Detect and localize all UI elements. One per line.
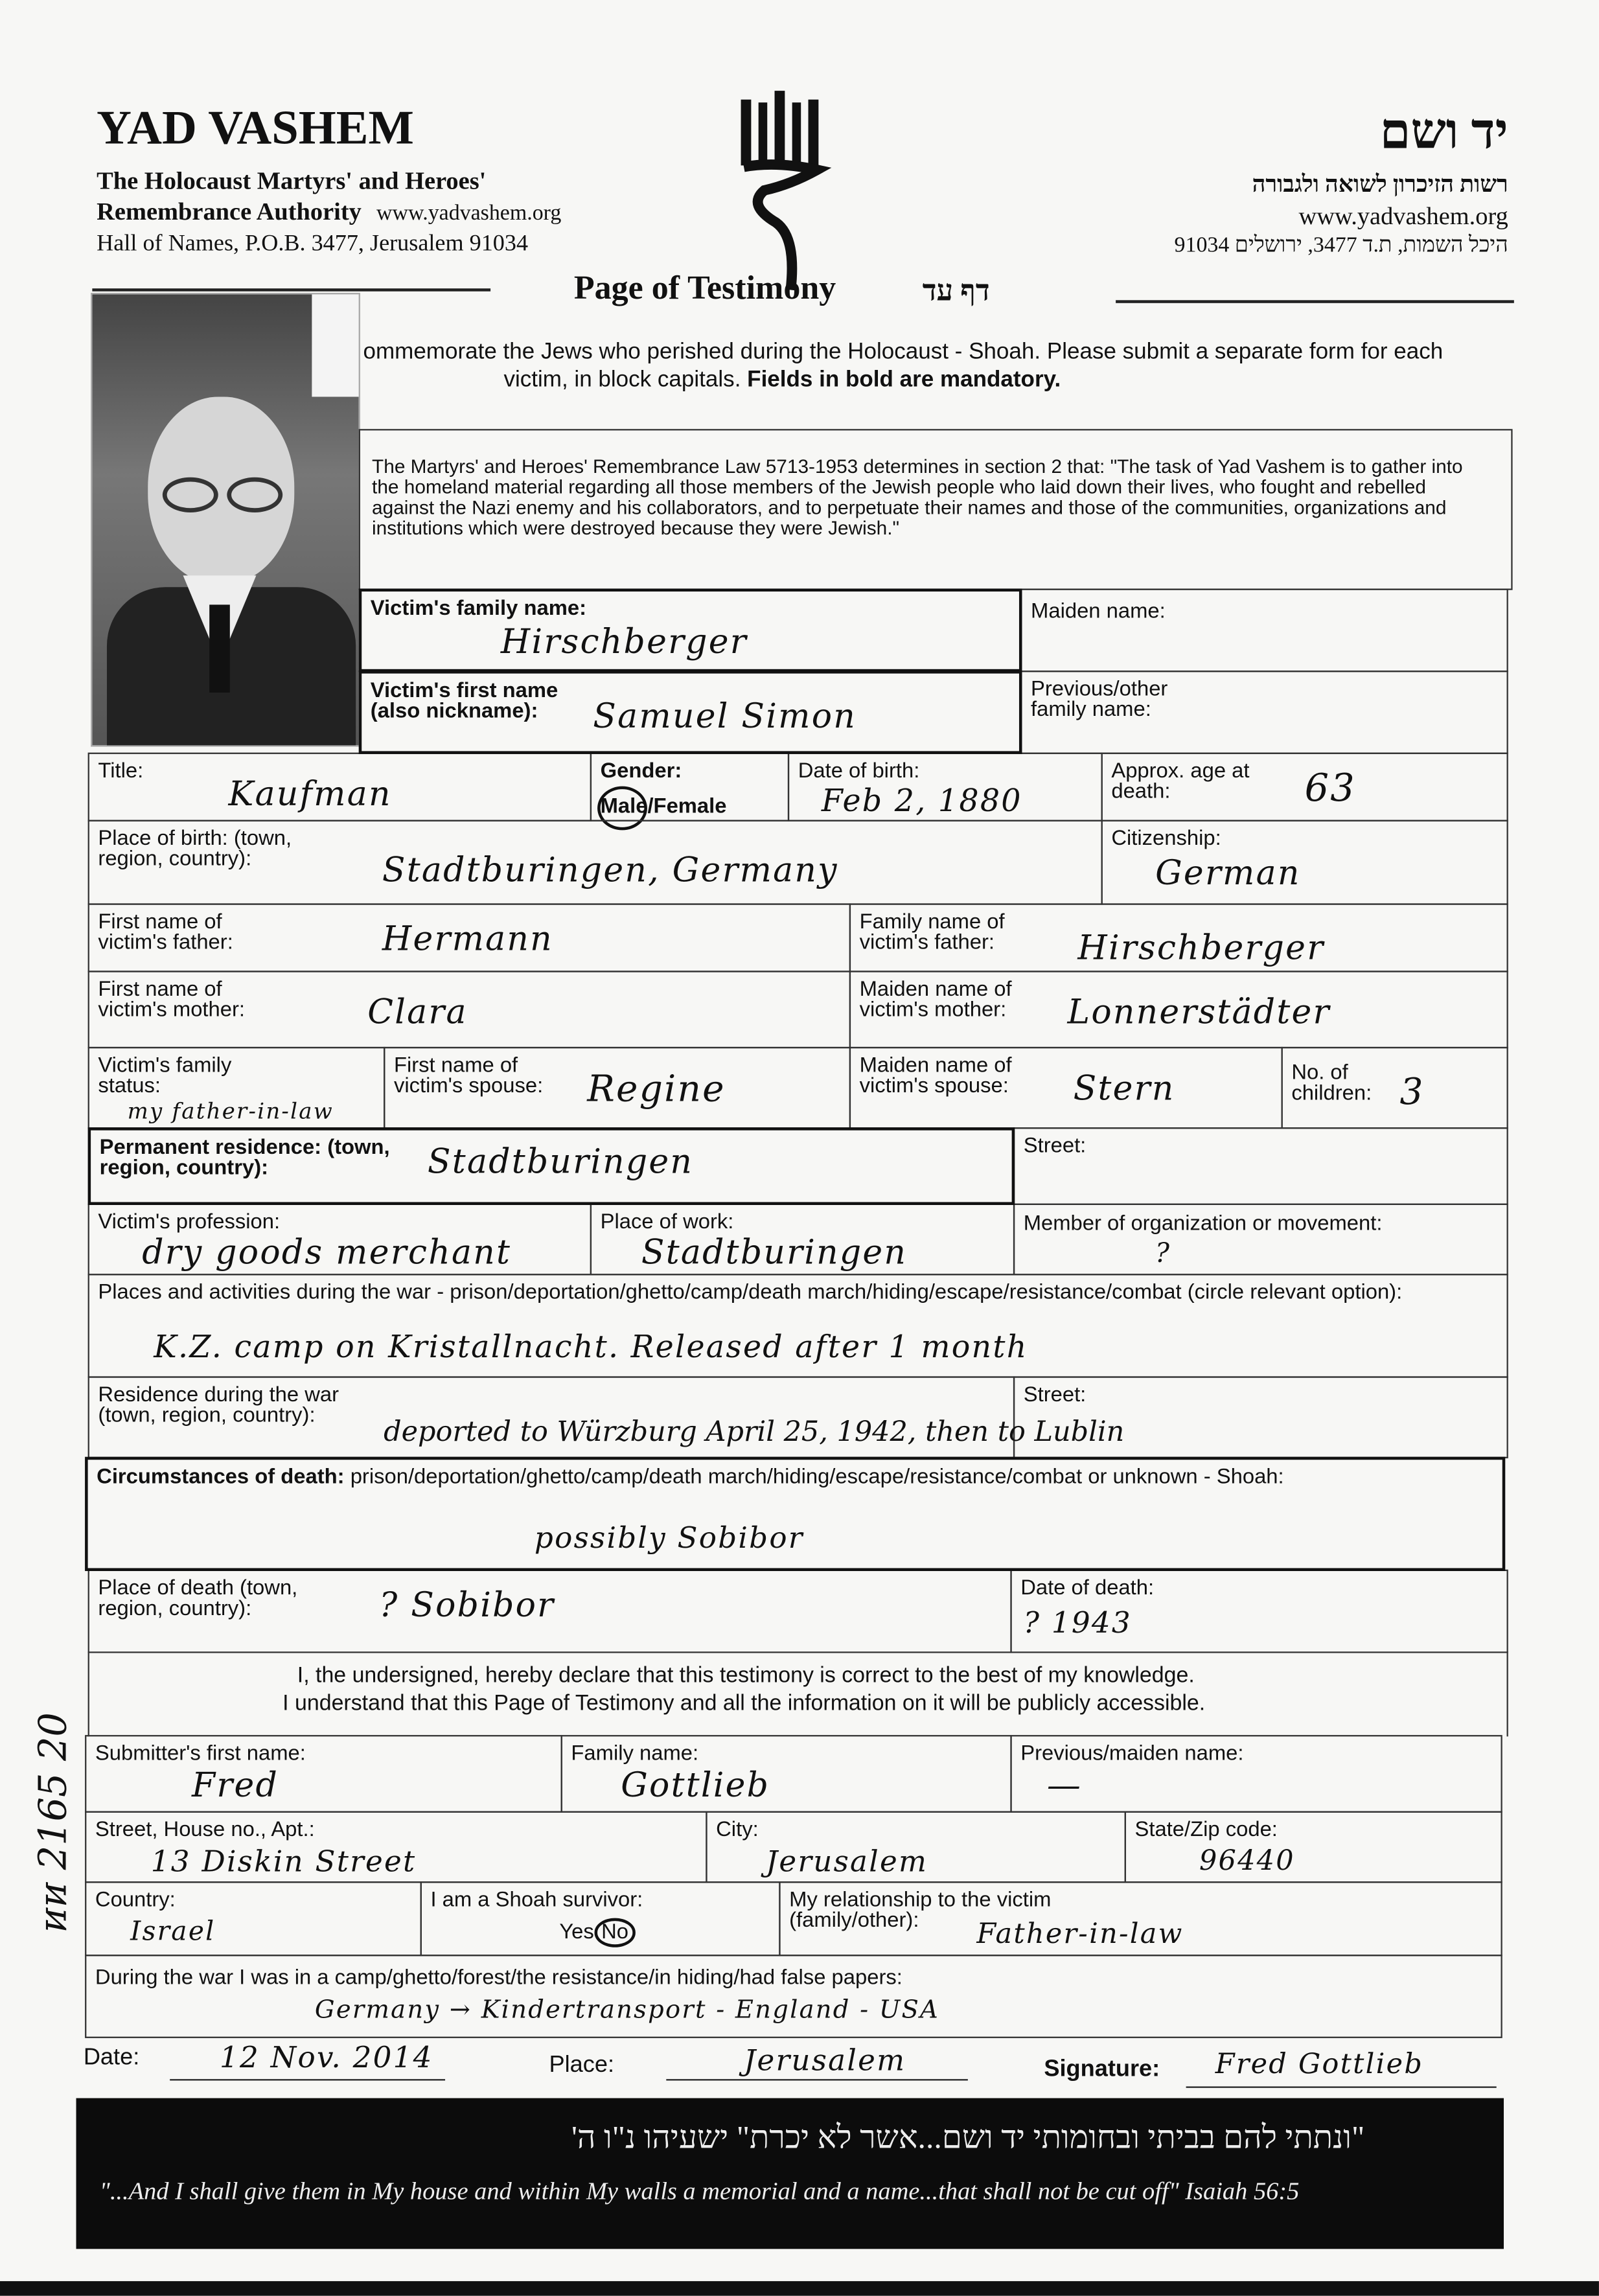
banner-english: "...And I shall give them in My house and within My walls a memorial and a name...that shall not be cut off" Isaiah 56:5 bbox=[99, 2177, 1300, 2205]
banner-hebrew: "ונתתי להם בביתי ובחומותי יד ושם...אשר לא יכרת" ישעיהו נ"ו ה' bbox=[571, 2118, 1365, 2155]
place-of-death-field[interactable]: Place of death (town, region, country): ? Sobibor bbox=[88, 1570, 1012, 1653]
org-line2: Remembrance Authority bbox=[97, 198, 362, 226]
date-line bbox=[170, 2079, 445, 2080]
spouse-first-name-field[interactable]: First name of victim's spouse: Regine bbox=[384, 1047, 851, 1129]
divider bbox=[1116, 300, 1514, 303]
shoah-survivor-field[interactable]: I am a Shoah survivor: Yes No bbox=[420, 1881, 781, 1956]
website: www.yadvashem.org bbox=[376, 201, 562, 226]
mother-maiden-name-field[interactable]: Maiden name of victim's mother: Lonnerstädter bbox=[849, 970, 1508, 1048]
title-field[interactable]: Title: Kaufman bbox=[88, 753, 592, 821]
survivor-yes[interactable]: Yes bbox=[559, 1921, 594, 1945]
place-value: Jerusalem bbox=[744, 2042, 906, 2078]
family-status-field[interactable]: Victim's family status: my father-in-law bbox=[88, 1047, 385, 1129]
gender-field[interactable]: Gender: Male/Female bbox=[590, 753, 789, 821]
submitter-city-field[interactable]: City: Jerusalem bbox=[706, 1811, 1126, 1883]
address: Hall of Names, P.O.B. 3477, Jerusalem 91034 bbox=[97, 231, 529, 257]
first-name-value: Samuel Simon bbox=[593, 698, 857, 737]
place-label: Place: bbox=[549, 2052, 614, 2078]
father-family-name-field[interactable]: Family name of victim's father: Hirschberger bbox=[849, 903, 1508, 972]
heb-website: www.yadvashem.org bbox=[1298, 201, 1508, 230]
place-of-birth-field[interactable]: Place of birth: (town, region, country): Stadtburingen, Germany bbox=[88, 820, 1103, 905]
signature-label: Signature: bbox=[1044, 2057, 1160, 2082]
spouse-maiden-name-field[interactable]: Maiden name of victim's spouse: Stern bbox=[849, 1047, 1283, 1129]
war-residence-street-field[interactable]: Street: bbox=[1013, 1376, 1508, 1458]
citizenship-field[interactable]: Citizenship: German bbox=[1101, 820, 1508, 905]
father-first-name-field[interactable]: First name of victim's father: Hermann bbox=[88, 903, 851, 972]
page-title: Page of Testimony bbox=[573, 269, 836, 306]
law-text: The Martyrs' and Heroes' Remembrance Law 5713-1953 determines in section 2 that: "The task of Yad Vashem is to gather into the homeland material regarding all those members of the Jewish people who laid down their lives, who fought and rebelled against the Nazi enemy and his collaborators, and to perpetuate their names and those of the communities, organizations and institutions which were destroyed because they were Jewish." bbox=[372, 455, 1463, 539]
submitter-zip-field[interactable]: State/Zip code: 96440 bbox=[1125, 1811, 1502, 1883]
org-line1: The Holocaust Martyrs' and Heroes' bbox=[97, 166, 487, 195]
org-name: YAD VASHEM bbox=[97, 102, 414, 155]
quote-banner bbox=[76, 2098, 1504, 2249]
victim-photo bbox=[91, 293, 360, 747]
heb-line1: רשות הזיכרון לשואה ולגבורה bbox=[1252, 172, 1508, 198]
member-organization-field[interactable]: Member of organization or movement: ? bbox=[1013, 1204, 1508, 1276]
children-field[interactable]: No. of children: 3 bbox=[1282, 1047, 1508, 1129]
dob-field[interactable]: Date of birth: Feb 2, 1880 bbox=[788, 753, 1103, 821]
submitter-country-field[interactable]: Country: Israel bbox=[85, 1881, 422, 1956]
survivor-no[interactable]: No bbox=[594, 1918, 636, 1947]
law-box bbox=[359, 429, 1513, 590]
date-of-death-field[interactable]: Date of death: ? 1943 bbox=[1010, 1570, 1508, 1653]
permanent-residence-field[interactable]: Permanent residence: (town, region, country): Stadtburingen bbox=[88, 1127, 1015, 1205]
heb-org-name: יד ושם bbox=[1379, 105, 1508, 160]
wartime-activities-field[interactable]: Places and activities during the war - prison/deportation/ghetto/camp/death march/hiding/escape/resistance/combat (circle relevant option): K.Z. camp on Kristallnacht. Released after 1 month bbox=[88, 1274, 1508, 1377]
submitter-family-name-field[interactable]: Family name: Gottlieb bbox=[561, 1735, 1012, 1813]
war-residence-field[interactable]: Residence during the war (town, region, country): bbox=[88, 1376, 1015, 1458]
submitter-war-experience-field[interactable]: During the war I was in a camp/ghetto/forest/the resistance/in hiding/had false papers: Germany → Kindertransport - England - USA bbox=[85, 1955, 1502, 2038]
margin-note: ᴎᴎ 2165 20 bbox=[32, 1712, 76, 1933]
signature-value: Fred Gottlieb bbox=[1215, 2048, 1424, 2081]
signature-line bbox=[1186, 2087, 1497, 2088]
scan-edge bbox=[0, 2281, 1599, 2296]
place-line bbox=[666, 2079, 968, 2080]
date-label: Date: bbox=[83, 2045, 140, 2071]
first-name-field[interactable]: Victim's first name (also nickname): Samuel Simon bbox=[359, 671, 1022, 754]
declaration: I, the undersigned, hereby declare that this testimony is correct to the best of my knowledge. I understand that this Page of Testimony and all the information on it will be publicly accessible. bbox=[88, 1651, 1508, 1736]
war-residence-value: deported to Würzburg April 25, 1942, then to Lublin bbox=[384, 1416, 1125, 1449]
family-name-field[interactable]: Victim's family name: Hirschberger bbox=[359, 589, 1022, 672]
place-of-work-field[interactable]: Place of work: Stadtburingen bbox=[590, 1204, 1015, 1276]
heb-page-title: דף עד bbox=[922, 275, 990, 308]
divider bbox=[92, 288, 490, 292]
mother-first-name-field[interactable]: First name of victim's mother: Clara bbox=[88, 970, 851, 1048]
submitter-previous-name-field[interactable]: Previous/maiden name: — bbox=[1010, 1735, 1502, 1813]
maiden-name-field[interactable]: Maiden name: bbox=[1020, 589, 1508, 672]
submitter-street-field[interactable]: Street, House no., Apt.: 13 Diskin Street bbox=[85, 1811, 707, 1883]
intro-line1: ommemorate the Jews who perished during the Holocaust - Shoah. Please submit a separate form for each bbox=[363, 339, 1444, 365]
street-field[interactable]: Street: bbox=[1013, 1127, 1508, 1205]
profession-field[interactable]: Victim's profession: dry goods merchant bbox=[88, 1204, 592, 1276]
intro-mandatory: Fields in bold are mandatory. bbox=[747, 367, 1061, 393]
submitter-first-name-field[interactable]: Submitter's first name: Fred bbox=[85, 1735, 562, 1813]
date-value: 12 Nov. 2014 bbox=[220, 2039, 433, 2075]
intro-line2: victim, in block capitals. bbox=[503, 367, 748, 393]
heb-address: היכל השמות, ת.ד 3477, ירושלים 91034 bbox=[1174, 234, 1508, 258]
family-name-value: Hirschberger bbox=[500, 623, 748, 662]
yad-vashem-logo bbox=[732, 88, 849, 293]
relationship-field[interactable]: My relationship to the victim (family/other): Father-in-law bbox=[779, 1881, 1502, 1956]
age-field[interactable]: Approx. age at death: 63 bbox=[1101, 753, 1508, 821]
prev-family-name-field[interactable]: Previous/other family name: bbox=[1020, 671, 1508, 754]
circumstances-of-death-field[interactable]: Circumstances of death: prison/deportation/ghetto/camp/death march/hiding/escape/resistance/combat or unknown - Shoah: possibly Sobibor bbox=[85, 1457, 1505, 1571]
